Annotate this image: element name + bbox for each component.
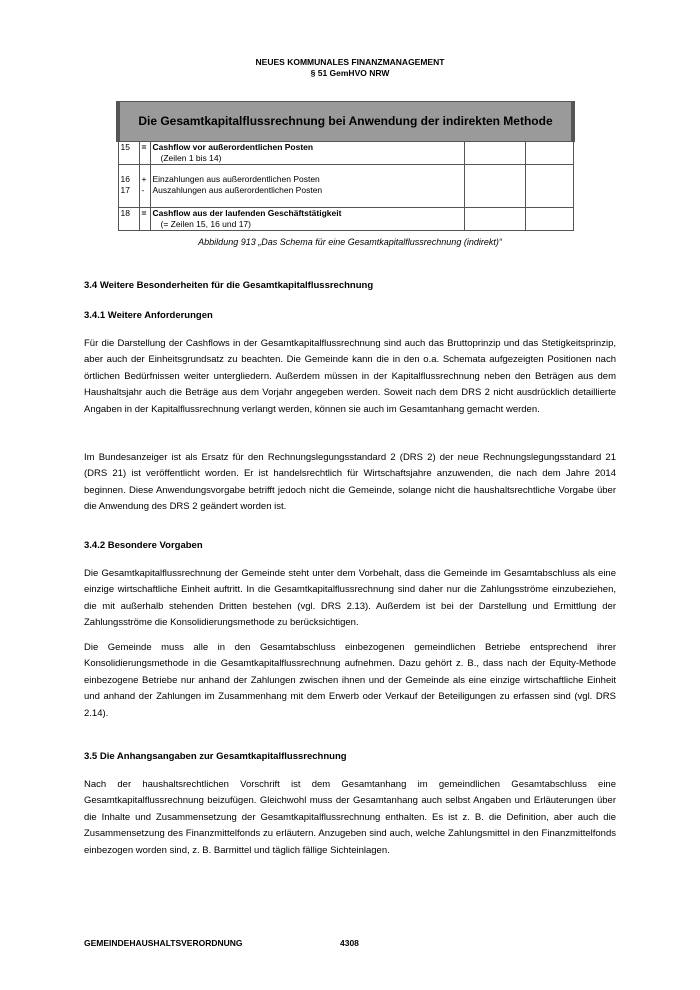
row-symbol: = [139,142,150,165]
footer-title: GEMEINDEHAUSHALTSVERORDNUNG [84,938,243,948]
schema-title: Die Gesamtkapitalflussrechnung bei Anwendung der indirekten Methode [118,102,573,142]
paragraph: Im Bundesanzeiger ist als Ersatz für den Rechnungslegungsstandard 2 (DRS 2) der neue Rechnungslegungsstandard 21 (DRS 21) ist veröffentlicht worden. Er ist handelsrechtlich für Wirtschaftsjahre anzuwenden, die nach dem Jahre 2014 beginnen. Diese Anwendungsvorgabe betrifft jedoch nicht die Gemeinde, solange nicht die haushaltsrechtliche Vorgabe über die Anwendung des DRS 2 geändert worden ist. [84,452,616,513]
value-cell [464,208,525,231]
row-number: 15 [118,142,139,165]
section-heading: 3.4 Weitere Besonderheiten für die Gesamtkapitalflussrechnung [84,280,374,291]
schema-table [116,101,575,231]
value-cell [464,142,525,165]
subsection-heading: 3.4.1 Weitere Anforderungen [84,310,213,321]
value-cell [525,142,573,165]
subsection-heading: 3.4.2 Besondere Vorgaben [84,540,203,551]
figure-caption: Abbildung 913 „Das Schema für eine Gesamtkapitalflussrechnung (indirekt)“ [198,237,502,247]
row-symbol: - [141,185,145,195]
value-cell [525,165,573,208]
row-sublabel: (Zeilen 1 bis 14) [160,153,222,163]
value-cell [525,208,573,231]
value-cell [464,165,525,208]
page-header [0,57,700,79]
header-line-1: NEUES KOMMUNALES FINANZMANAGEMENT [255,57,445,67]
table-row [118,208,573,231]
paragraph: Die Gesamtkapitalflussrechnung der Gemeinde steht unter dem Vorbehalt, dass die Gemeinde im Gesamtabschluss als eine einzige wirtschaftliche Einheit auftritt. In die Gesamtkapitalflussrechnung sind daher nur die Zahlungsströme einzubeziehen, die mit außerhalb stehenden Dritten bestehen (vgl. DRS 2.13). Außerdem ist bei der Darstellung und Ermittlung der Zahlungsströme die Konsolidierungsmethode zu berücksichtigen. [84,568,616,629]
schema-title-row [118,102,573,142]
header-line-2: § 51 GemHVO NRW [310,68,390,78]
table-row [118,142,573,165]
row-label-cell [150,142,464,165]
paragraph: Für die Darstellung der Cashflows in der Gesamtkapitalflussrechnung sind auch das Bruttoprinzip und das Stetigkeitsprinzip, aber auch der Einheitsgrundsatz zu beachten. Die Gemeinde kann die in den o.a. Schemata aufgezeigten Positionen nach örtlichen Bedürfnissen weiter untergliedern. Außerdem müssen in der Kapitalflussrechnung neben den Beträgen aus dem Haushaltsjahr auch die Beträge aus dem Vorjahr angegeben werden. Soweit nach dem DRS 2 nicht ausdrücklich detaillierte Angaben in der Kapitalflussrechnung verlangt werden, können sie auch im Gesamtanhang gemacht werden. [84,338,616,415]
row-symbol: + [141,174,147,184]
table-row [118,165,573,208]
paragraph: Die Gemeinde muss alle in den Gesamtabschluss einbezogenen gemeindlichen Betriebe entsprechend ihrer Konsolidierungsmethode in die Gesamtkapitalflussrechnung aufnehmen. Dazu gehört z. B., dass nach der Equity-Methode einbezogene Betriebe nur anhand der Zahlungen zwischen ihnen und der Gemeinde als eine einzige wirtschaftliche Einheit und anhand der Zahlungen im Zusammenhang mit dem Erwerb oder Verkauf der Beteiligungen zu erfassen sind (vgl. DRS 2.14). [84,642,616,719]
row-sublabel: (= Zeilen 15, 16 und 17) [160,219,251,229]
row-label: Einzahlungen aus außerordentlichen Posten [152,174,320,184]
row-label: Cashflow aus der laufenden Geschäftstätigkeit [152,208,342,218]
section-heading: 3.5 Die Anhangsangaben zur Gesamtkapitalflussrechnung [84,751,347,762]
row-number-cell [118,165,139,208]
row-label-cell [150,165,464,208]
row-label: Cashflow vor außerordentlichen Posten [152,142,314,152]
row-symbol: = [139,208,150,231]
row-number: 17 [120,185,130,195]
row-number: 18 [118,208,139,231]
row-label-cell [150,208,464,231]
row-symbol-cell [139,165,150,208]
row-number: 16 [120,174,130,184]
row-label: Auszahlungen aus außerordentlichen Posten [152,185,323,195]
page-number: 4308 [340,938,359,948]
paragraph: Nach der haushaltsrechtlichen Vorschrift ist dem Gesamtanhang im gemeindlichen Gesamtabschluss eine Gesamtkapitalflussrechnung beizufügen. Gleichwohl muss der Gesamtanhang auch selbst Angaben und Erläuterungen über die Inhalte und Zusammensetzung der Gesamtkapitalflussrechnung enthalten. Es ist z. B. die Definition, aber auch die Zusammensetzung des Finanzmittelfonds zu erläutern. Anzugeben sind auch, welche Zahlungsmittel in den Finanzmittelfonds einbezogen worden sind, z. B. Barmittel und täglich fällige Sichteinlagen. [84,779,616,856]
